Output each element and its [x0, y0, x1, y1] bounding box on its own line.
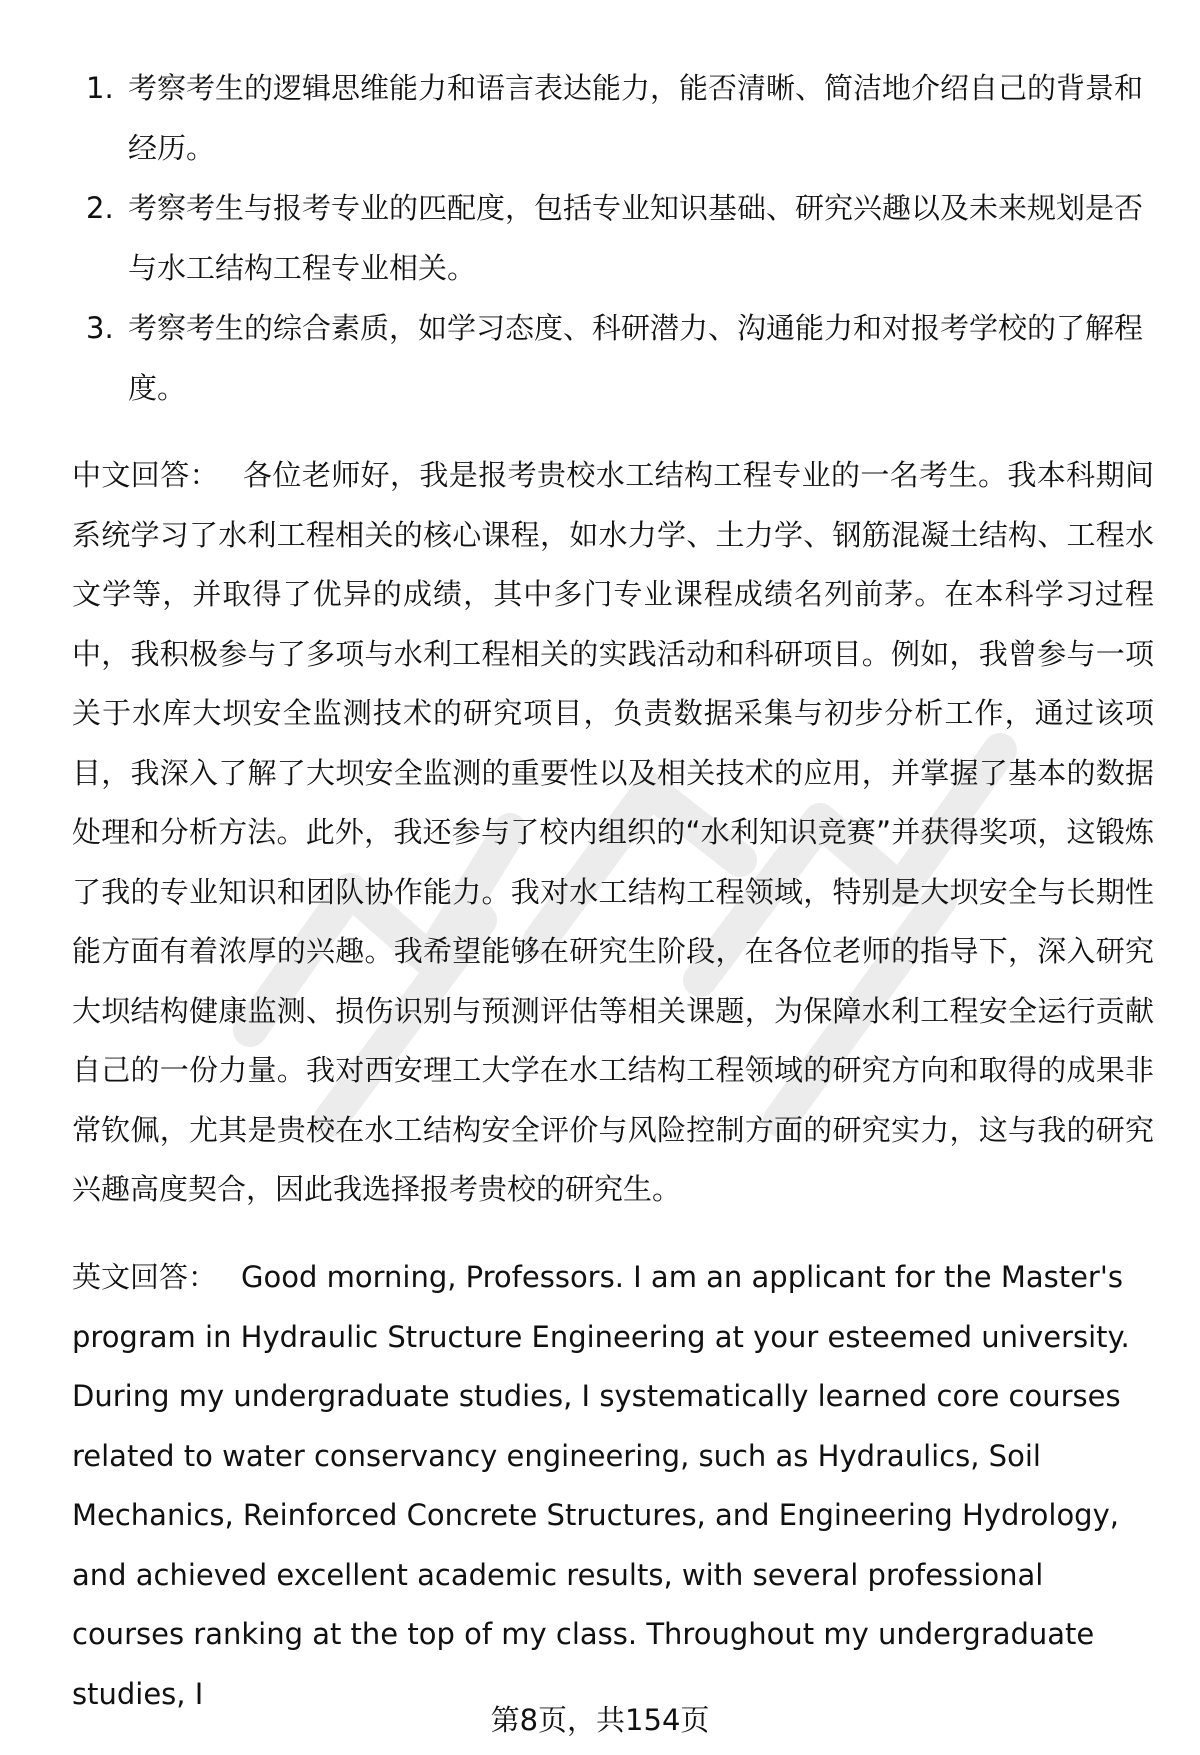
list-item-number: 2. [86, 191, 114, 225]
list-item-text: 考察考生的逻辑思维能力和语言表达能力，能否清晰、简洁地介绍自己的背景和经历。 [128, 71, 1144, 165]
list-item-text: 考察考生的综合素质，如学习态度、科研潜力、沟通能力和对报考学校的了解程度。 [128, 311, 1144, 405]
page-number-footer: 第8页，共154页 [490, 1703, 710, 1737]
criteria-list [72, 58, 1152, 418]
list-item [72, 178, 1152, 298]
chinese-answer-label: 中文回答： [72, 458, 219, 492]
list-item-number: 1. [86, 71, 114, 105]
chinese-answer-text: 各位老师好，我是报考贵校水工结构工程专业的一名考生。我本科期间系统学习了水利工程相关的核心课程，如水力学、土力学、钢筋混凝土结构、工程水文学等，并取得了优异的成绩，其中多门专业课程成绩名列前茅。在本科学习过程中，我积极参与了多项与水利工程相关的实践活动和科研项目。例如，我曾参与一项关于水库大坝安全监测技术的研究项目，负责数据采集与初步分析工作，通过该项目，我深入了解了大坝安全监测的重要性以及相关技术的应用，并掌握了基本的数据处理和分析方法。此外，我还参与了校内组织的“水利知识竞赛”并获得奖项，这锻炼了我的专业知识和团队协作能力。我对水工结构工程领域，特别是大坝安全与长期性能方面有着浓厚的兴趣。我希望能够在研究生阶段，在各位老师的指导下，深入研究大坝结构健康监测、损伤识别与预测评估等相关课题，为保障水利工程安全运行贡献自己的一份力量。我对西安理工大学在水工结构工程领域的研究方向和取得的成果非常钦佩，尤其是贵校在水工结构安全评价与风险控制方面的研究实力，这与我的研究兴趣高度契合，因此我选择报考贵校的研究生。 [72, 458, 1154, 1206]
chinese-answer-paragraph [72, 446, 1154, 1220]
list-item [72, 298, 1152, 418]
list-item-text: 考察考生与报考专业的匹配度，包括专业知识基础、研究兴趣以及未来规划是否与水工结构工程专业相关。 [128, 191, 1144, 285]
list-item-number: 3. [86, 311, 114, 345]
list-item [72, 58, 1152, 178]
english-answer-label: 英文回答： [72, 1260, 218, 1294]
english-answer-paragraph [72, 1248, 1154, 1724]
english-answer-text: Good morning, Professors. I am an applicant for the Master's program in Hydraulic Structure Engineering at your esteemed university. During my undergraduate studies, I systematically learned core courses related to water conservancy engineering, such as Hydraulics, Soil Mechanics, Reinforced Concrete Structures, and Engineering Hydrology, and achieved excellent academic results, with several professional courses ranking at the top of my class. Throughout my undergraduate studies, I [72, 1260, 1130, 1711]
